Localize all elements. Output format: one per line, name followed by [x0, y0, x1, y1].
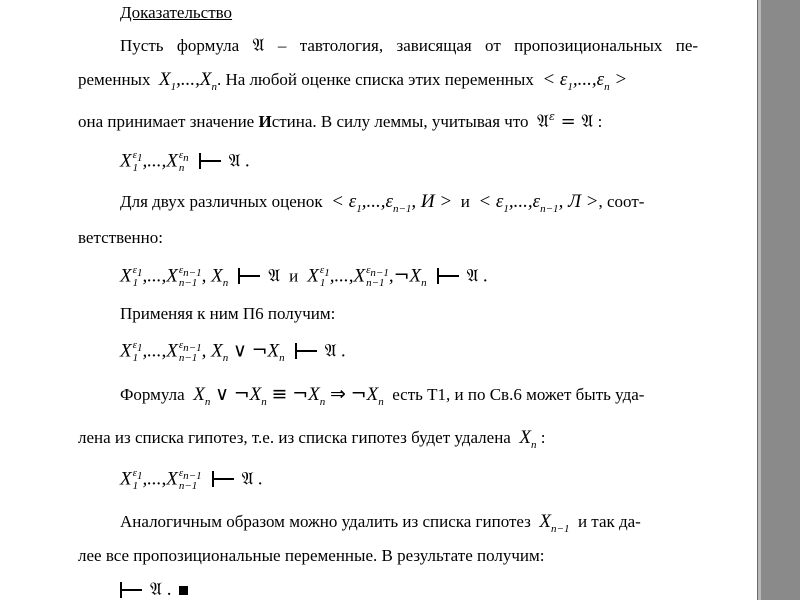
paragraph-1-line-2: ременных $X_1,...,X_n$. На любой оценке списка этих переменных < $\varepsilon_1,...,\varepsilon_n$ > [78, 69, 628, 93]
viewer-gutter-highlight [758, 0, 761, 600]
formula-symbol-A: 𝔄 [252, 35, 265, 56]
formula-4: X $\varepsilon_1$ 1 ,...,X $\varepsilon_{n-1}$ n−1 𝔄 . [120, 467, 264, 492]
turnstile-icon [295, 343, 317, 359]
paragraph-4-line-1: Формула $X_n$ ∨ $\neg X_n$ ≡ $\neg X_n$ ⇒ $\neg X_n$ есть Т1, и по Св.6 может быть уда- [120, 383, 645, 408]
valuation-tuple-true: < $\varepsilon_1,...,\varepsilon_{n-1}$, И > [331, 191, 453, 215]
formula-3: X $\varepsilon_1$ 1 ,...,X $\varepsilon_{n-1}$ n−1 , $X_n$ ∨ $\neg X_n$ 𝔄 . [120, 339, 347, 365]
paragraph-5-line-2: лее все пропозициональные переменные. В результате получим: [78, 546, 545, 565]
formula-2: X $\varepsilon_1$ 1 ,...,X $\varepsilon_{n-1}$ n−1 , $X_n$ 𝔄 и X $\varepsilon_1$ 1 ,...,X $\varepsilon_{n-1}$ n−1 $,\neg X_n$ 𝔄 . [120, 264, 489, 290]
valuation-tuple: < $\varepsilon_1,...,\varepsilon_n$ > [542, 69, 628, 93]
valuation-tuple-false: < $\varepsilon_1,...,\varepsilon_{n-1}$, Л > [478, 191, 599, 215]
turnstile-icon [120, 582, 142, 598]
variable-Xn: $X_n$ [519, 427, 537, 451]
paragraph-1-line-3: она принимает значение Истина. В силу леммы, учитывая что 𝔄$^\varepsilon$ = 𝔄 : [78, 110, 603, 132]
turnstile-icon [212, 471, 234, 487]
turnstile-icon [238, 268, 260, 284]
paragraph-5-line-1: Аналогичным образом можно удалить из списка гипотез $X_{n-1}$ и так да- [120, 511, 641, 535]
turnstile-icon [199, 153, 221, 169]
equivalence-expression: $X_n$ ∨ $\neg X_n$ ≡ $\neg X_n$ ⇒ $\neg X_n$ [193, 383, 384, 408]
proof-heading: Доказательство [120, 3, 233, 22]
qed-square-icon [179, 586, 188, 595]
variables-list: $X_1,...,X_n$ [158, 69, 217, 93]
equation-A-eps: 𝔄$^\varepsilon$ = 𝔄 [537, 110, 594, 132]
paragraph-4-line-2: лена из списка гипотез, т.е. из списка гипотез будет удалена $X_n$ : [78, 427, 546, 451]
paragraph-2-line-1: Для двух различных оценок < $\varepsilon_1,...,\varepsilon_{n-1}$, $И > и < \varepsilon_1,...,\varepsilon_{n-1}$, Л >, соот- [120, 191, 645, 215]
paragraph-1-line-1: Пусть формула 𝔄 – тавтология, зависящая от пропозициональных пе- [120, 35, 699, 56]
formula-1: X $\varepsilon_1$ 1 ,...,X $\varepsilon_n$ n 𝔄 . [120, 149, 251, 174]
formula-5: 𝔄 . [120, 580, 188, 600]
turnstile-icon [437, 268, 459, 284]
viewer-gutter [758, 0, 800, 600]
variable-Xn-1: $X_{n-1}$ [539, 511, 570, 535]
paragraph-3: Применяя к ним П6 получим: [120, 304, 336, 323]
paragraph-2-line-2: ветственно: [78, 228, 163, 247]
